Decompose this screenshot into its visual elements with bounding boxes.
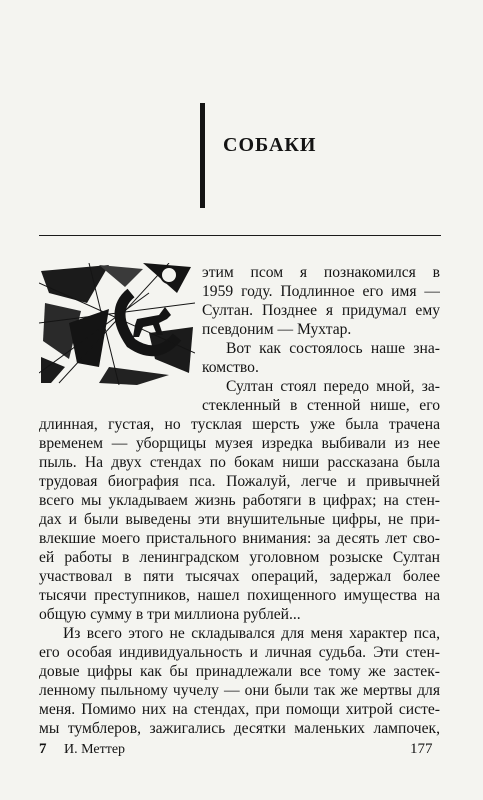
paragraph-line: этим псом я познакомился в [202,264,440,281]
paragraph-line: Вот как состоялось наше зна- [226,340,440,357]
paragraph-line: Султан стоял передо мной, за- [226,378,440,395]
paragraph-line: общую сумму в три миллиона рублей... [39,606,301,623]
paragraph-line: ленному пыльному чучелу — они были так же мертвы для [39,682,440,699]
paragraph-line: довые цифры как бы принадлежали все тому же застек- [39,663,440,680]
paragraph-line: Из всего этого не складывался для меня характер пса, [63,625,440,642]
paragraph-line: стекленный в стенной нише, его [202,397,440,414]
paragraph-line: тысячи преступников, нашел похищенного имущества на [39,587,440,604]
page-number: 177 [410,741,433,757]
paragraph-line: комство. [202,359,259,376]
title-bar [200,103,205,208]
paragraph-line: всего мы укладываем жизнь работяги в цифрах; на стен- [39,492,440,509]
title-rule [39,235,441,236]
paragraph-line: пыль. На двух стендах по бокам ниши рассказана была [39,454,440,471]
paragraph-line: меня. Помимо них на стендах, при помощи хитрой систе- [39,701,440,718]
paragraph-line: временем — уборщицы музея изредка выбивали из нее [39,435,440,452]
paragraph-line: участвовал в пяти тысячах операций, задержал более [39,568,440,585]
footer-author: И. Меттер [64,742,126,757]
paragraph-line: влекшие моего пристального внимания: за десять лет сво- [39,530,440,547]
paragraph-line: его особая индивидуальность и личная судьба. Эти стен- [39,644,440,661]
paragraph-line: дах и были выведены эти внушительные цифры, не при- [39,511,440,528]
footer-signature: 7 [39,741,47,757]
paragraph-line: 1959 году. Подлинное его имя — [202,283,440,300]
paragraph-line: ей работы в ленинградском уголовном розыске Султан [39,549,440,566]
chapter-title: СОБАКИ [223,134,317,156]
paragraph-line: мы тумблеров, зажигались десятки маленьких лампочек, [39,720,440,737]
paragraph-line: псевдоним — Мухтар. [202,321,352,338]
dog-drop-cap-illustration [39,263,195,385]
paragraph-line: длинная, густая, но тусклая шерсть уже была трачена [39,416,440,433]
paragraph-line: Султан. Позднее я придумал ему [202,302,440,319]
paragraph-line: трудовая биография пса. Пожалуй, легче и привычней [39,473,440,490]
